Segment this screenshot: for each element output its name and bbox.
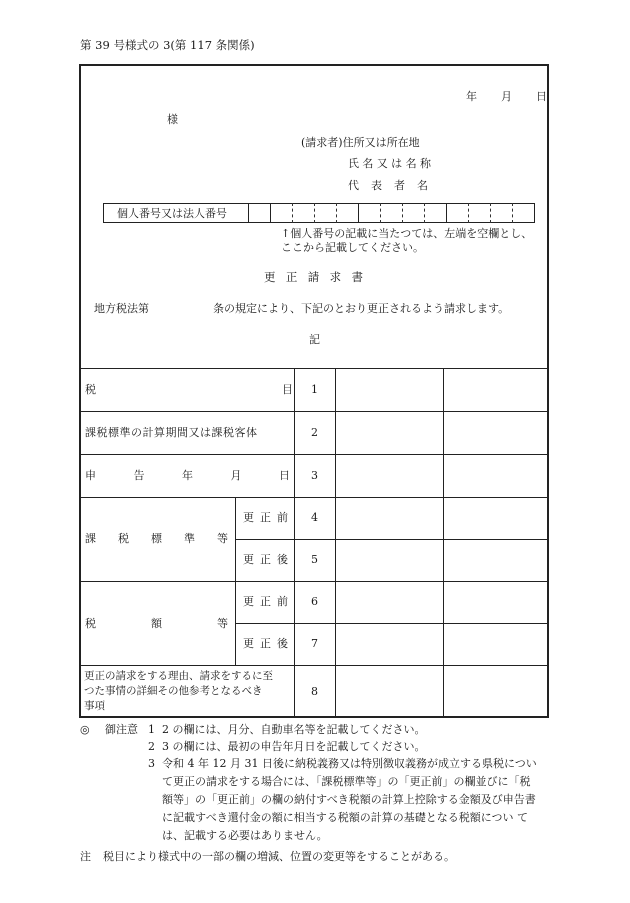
row3-number: 3 (311, 469, 318, 482)
row1-cell-a[interactable] (336, 369, 443, 411)
row1-cell-b[interactable] (444, 369, 547, 411)
row3-label: 申 告 年 月 日 (85, 469, 290, 482)
row2-label: 課税標準の計算期間又は課税客体 (85, 426, 258, 439)
notes-heading: 御注意 (105, 723, 138, 736)
row4-number: 4 (311, 511, 318, 524)
row7-cell-b[interactable] (444, 624, 547, 665)
row8-label-line2: つた事情の詳細その他参考となるべき (84, 685, 263, 697)
row3-cell-a[interactable] (336, 455, 443, 497)
date-month-label[interactable]: 月 (501, 90, 512, 103)
note3-line2: て更正の請求をする場合には、「課税標準等」の「更正前」の欄並びに「税 (162, 775, 531, 788)
row5-cell-a[interactable] (336, 540, 443, 581)
tax-amount-group-label: 税 額 等 (85, 617, 228, 630)
statement-suffix: 条の規定により、下記のとおり更正されるよう請求します。 (213, 302, 510, 315)
row1-number: 1 (311, 383, 318, 396)
note3-line5: は、記載する必要はありません。 (162, 829, 328, 842)
row7-after-label: 更 正 後 (243, 637, 288, 650)
row8-number: 8 (311, 685, 318, 698)
tax-base-group-label: 課 税 標 準 等 (85, 532, 228, 545)
date-day-label[interactable]: 日 (536, 90, 547, 103)
row8-cell-a[interactable] (336, 666, 443, 716)
form-number: 第 39 号様式の 3(第 117 条関係) (80, 38, 255, 52)
footer-note-label: 注 (80, 850, 91, 863)
mynumber-note-line2: ここから記載してください。 (281, 241, 424, 254)
row5-cell-b[interactable] (444, 540, 547, 581)
row1-label-left: 税 (85, 383, 96, 396)
notes-mark-icon: ◎ (80, 723, 90, 736)
row4-before-label: 更 正 前 (243, 511, 288, 524)
row6-number: 6 (311, 595, 318, 608)
row4-cell-b[interactable] (444, 498, 547, 539)
note2-text: 3 の欄には、最初の申告年月日を記載してください。 (162, 740, 426, 753)
row1-label-right: 目 (282, 383, 293, 396)
row6-cell-a[interactable] (336, 582, 443, 623)
footer-note-text: 税目により様式中の一部の欄の増減、位置の変更等をすることがある。 (103, 850, 455, 863)
row6-before-label: 更 正 前 (243, 595, 288, 608)
representative-label[interactable]: 代 表 者 名 (348, 179, 428, 192)
row8-label-line3: 事項 (84, 700, 105, 712)
row7-cell-a[interactable] (336, 624, 443, 665)
note1-number: 1 (148, 723, 155, 736)
row5-number: 5 (311, 553, 318, 566)
row5-after-label: 更 正 後 (243, 553, 288, 566)
statement-prefix: 地方税法第 (94, 302, 149, 315)
note1-text: 2 の欄には、月分、自動車名等を記載してください。 (162, 723, 426, 736)
mynumber-label: 個人番号又は法人番号 (117, 207, 227, 220)
document-title: 更 正 請 求 書 (264, 270, 363, 284)
row2-number: 2 (311, 426, 318, 439)
note3-line1: 令和 4 年 12 月 31 日後に納税義務又は特別徴収義務が成立する県税につい (162, 757, 537, 770)
row3-cell-b[interactable] (444, 455, 547, 497)
requester-address-label[interactable]: (請求者)住所又は所在地 (301, 136, 420, 149)
row2-cell-b[interactable] (444, 412, 547, 454)
requester-name-label[interactable]: 氏 名 又 は 名 称 (348, 157, 431, 170)
row4-cell-a[interactable] (336, 498, 443, 539)
note3-line3: 額等」の「更正前」の欄の納付すべき税額の計算上控除する金額及び申告書 (162, 793, 536, 806)
row6-cell-b[interactable] (444, 582, 547, 623)
row8-cell-b[interactable] (444, 666, 547, 716)
row2-cell-a[interactable] (336, 412, 443, 454)
note3-line4: に記載すべき還付金の額に相当する税額の計算の基礎となる税額につい て (162, 811, 529, 824)
ki-label: 記 (309, 333, 320, 346)
row7-number: 7 (311, 637, 318, 650)
addressee-suffix[interactable]: 様 (167, 113, 178, 126)
note2-number: 2 (148, 740, 155, 753)
mynumber-note-line1: ↑個人番号の記載に当たつては、左端を空欄とし、 (281, 227, 533, 240)
row8-label-line1: 更正の請求をする理由、請求をするに至 (84, 670, 273, 682)
note3-number: 3 (148, 757, 155, 770)
date-year-label[interactable]: 年 (466, 90, 477, 103)
